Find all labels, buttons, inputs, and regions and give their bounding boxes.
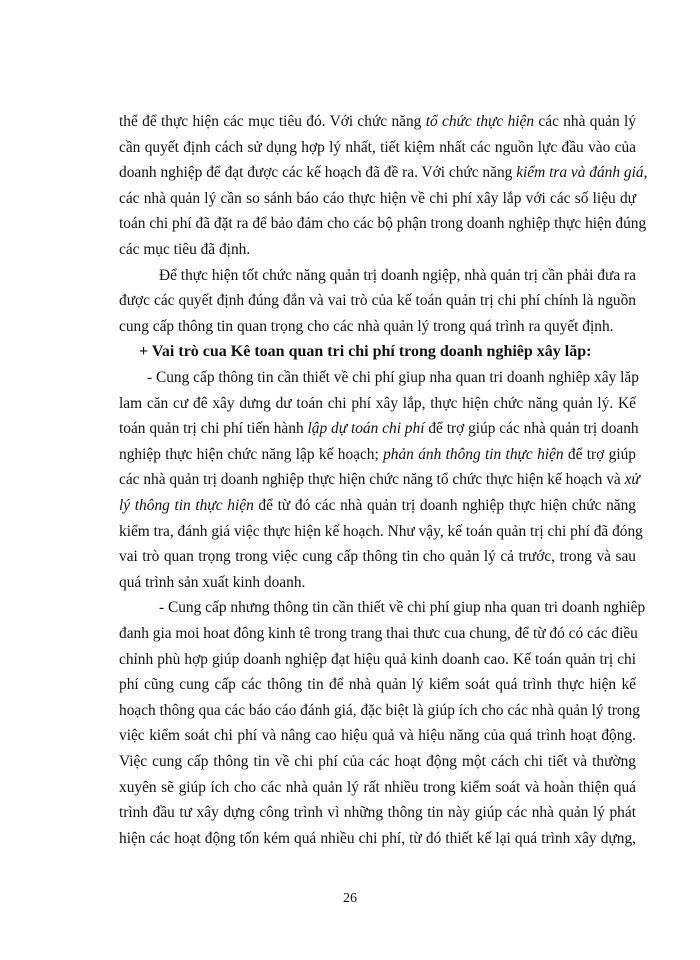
text-run: để trợ giúp các nhà quản trị doanh: [424, 420, 639, 438]
text-run: nghiệp thực hiện chức năng lập kế hoạch;: [119, 445, 384, 463]
text-run: phí cũng cung cấp các thông tin để nhà quản lý kiểm soát quá trình thực hiện kế: [119, 676, 636, 694]
text-run: cung cấp thông tin quan trọng cho các nhà quản lý trong quá trình ra quyết định.: [119, 317, 614, 335]
text-run: Để thực hiện tốt chức năng quản trị doanh ngiệp, nhà quản trị cần phải đưa ra: [159, 266, 636, 284]
text-run: để trợ giúp: [563, 445, 636, 463]
text-run: + Vai trò cua Kê toan quan tri chi phí trong doanh nghiêp xây lăp:: [139, 343, 592, 361]
text-run: ,: [643, 164, 648, 182]
text-line: [119, 827, 636, 851]
text-run: vai trò quan trọng trong việc cung cấp thông tin cho quản lý cả trước, trong và sau: [119, 548, 636, 566]
text-line: [119, 110, 636, 134]
text-run: các mục tiêu đã định.: [119, 241, 251, 258]
text-line: [119, 648, 636, 672]
text-line: [119, 161, 648, 185]
text-line: [119, 750, 636, 774]
text-line: [119, 571, 636, 595]
text-run: lam căn cư đê xây dưng dư toán chi phí xây lắp, thực hiện chức năng quản lý. Kế: [119, 394, 636, 412]
text-run: toán chi phí đã đặt ra để bảo đảm cho các bộ phận trong doanh nghiệp thực hiện đúng: [119, 215, 647, 233]
text-run: thể để thực hiện các mục tiêu đó. Với chức năng: [119, 113, 426, 130]
text-line: [119, 238, 636, 262]
text-line: [119, 520, 643, 544]
text-line: [119, 673, 636, 697]
text-run: Việc cung cấp thông tin về chi phí của các hoạt động một cách chi tiết và thường: [119, 753, 636, 770]
text-line: [119, 289, 636, 313]
text-run: trình đầu tư xây dựng công trình vì những thông tin này giúp các nhà quản lý phát: [119, 804, 636, 822]
text-line: [119, 366, 639, 390]
text-run: quá trình sản xuất kinh doanh.: [119, 573, 306, 591]
text-line: [119, 494, 636, 518]
text-line: [119, 443, 636, 467]
text-line: [119, 545, 636, 569]
text-line: [119, 468, 640, 492]
text-run: việc kiểm soát chi phí và nâng cao hiệu quả và hiệu năng của quá trình hoạt động.: [119, 727, 636, 745]
text-run: được các quyết định đúng đắn và vai trò của kế toán quản trị chi phí chính là nguồn: [119, 292, 636, 310]
text-line: [119, 801, 636, 825]
page-number: 26: [343, 891, 357, 906]
text-run: - Cung cấp nhưng thông tin cần thiết về chi phí giup nha quan tri doanh nghiêp: [159, 599, 646, 617]
text-line: [119, 136, 636, 160]
text-run: chỉnh phù hợp giúp doanh nghiệp đạt hiệu quả kinh doanh cao. Kế toán quản trị chi: [119, 650, 636, 668]
text-line: [119, 417, 639, 441]
italic-text-run: phản ánh thông tin thực hiện: [383, 445, 564, 463]
text-run: các nhà quản trị doanh nghiệp thực hiện chức năng tổ chức thực hiện kế hoạch và: [119, 471, 625, 489]
text-run: các nhà quản lý: [534, 113, 636, 130]
text-line: [119, 187, 636, 211]
text-run: để từ đó các nhà quản trị doanh nghiệp thực hiện chức năng: [253, 497, 636, 514]
text-run: các nhà quản lý cần so sánh báo cáo thực hiện về chi phí xây lắp với các số liệu dự: [119, 189, 636, 207]
section-heading: [119, 340, 636, 364]
text-run: hoạch thông qua các báo cáo đánh giá, đặc biệt là giúp ích cho các nhà quản lý trong: [119, 701, 640, 719]
italic-text-run: xử: [624, 471, 640, 489]
italic-text-run: tổ chức thực hiện: [425, 113, 535, 130]
text-line: [119, 392, 636, 416]
text-line: [119, 699, 640, 723]
text-line: [119, 264, 636, 288]
italic-text-run: lý thông tin thực hiện: [119, 497, 254, 514]
text-run: đanh gia moi hoat đông kinh tê trong trang thai thưc cua chung, để từ đó có các điều: [119, 625, 638, 642]
text-run: kiểm tra, đánh giá việc thực hiện kế hoạch. Như vậy, kế toán quản trị chi phí đã đóng: [119, 522, 643, 540]
text-run: toán quản trị chi phí tiến hành: [119, 420, 308, 438]
text-line: [119, 315, 636, 339]
text-run: cần quyết định cách sử dụng hợp lý nhất, tiết kiệm nhất các nguồn lực đầu vào của: [119, 138, 636, 156]
text-line: [119, 212, 647, 236]
text-line: [119, 622, 636, 646]
italic-text-run: kiểm tra và đánh giá: [516, 164, 644, 182]
italic-text-run: lập dự toán chi phí: [307, 420, 425, 438]
text-run: xuyên sẽ giúp ích cho các nhà quản lý rất nhiều trong kiểm soát và hoàn thiện quá: [119, 778, 636, 796]
text-line: [119, 776, 636, 800]
text-line: [119, 596, 646, 620]
text-run: hiện các hoạt động tốn kém quá nhiều chi phí, từ đó thiết kế lại quá trình xây dựng,: [119, 829, 636, 847]
text-run: doanh nghiệp để đạt được các kế hoạch đã đề ra. Với chức năng: [119, 164, 517, 182]
text-line: [119, 724, 636, 748]
text-run: - Cung cấp thông tin cần thiết về chi phí giup nha quan tri doanh nghiêp xây lăp: [147, 369, 639, 386]
